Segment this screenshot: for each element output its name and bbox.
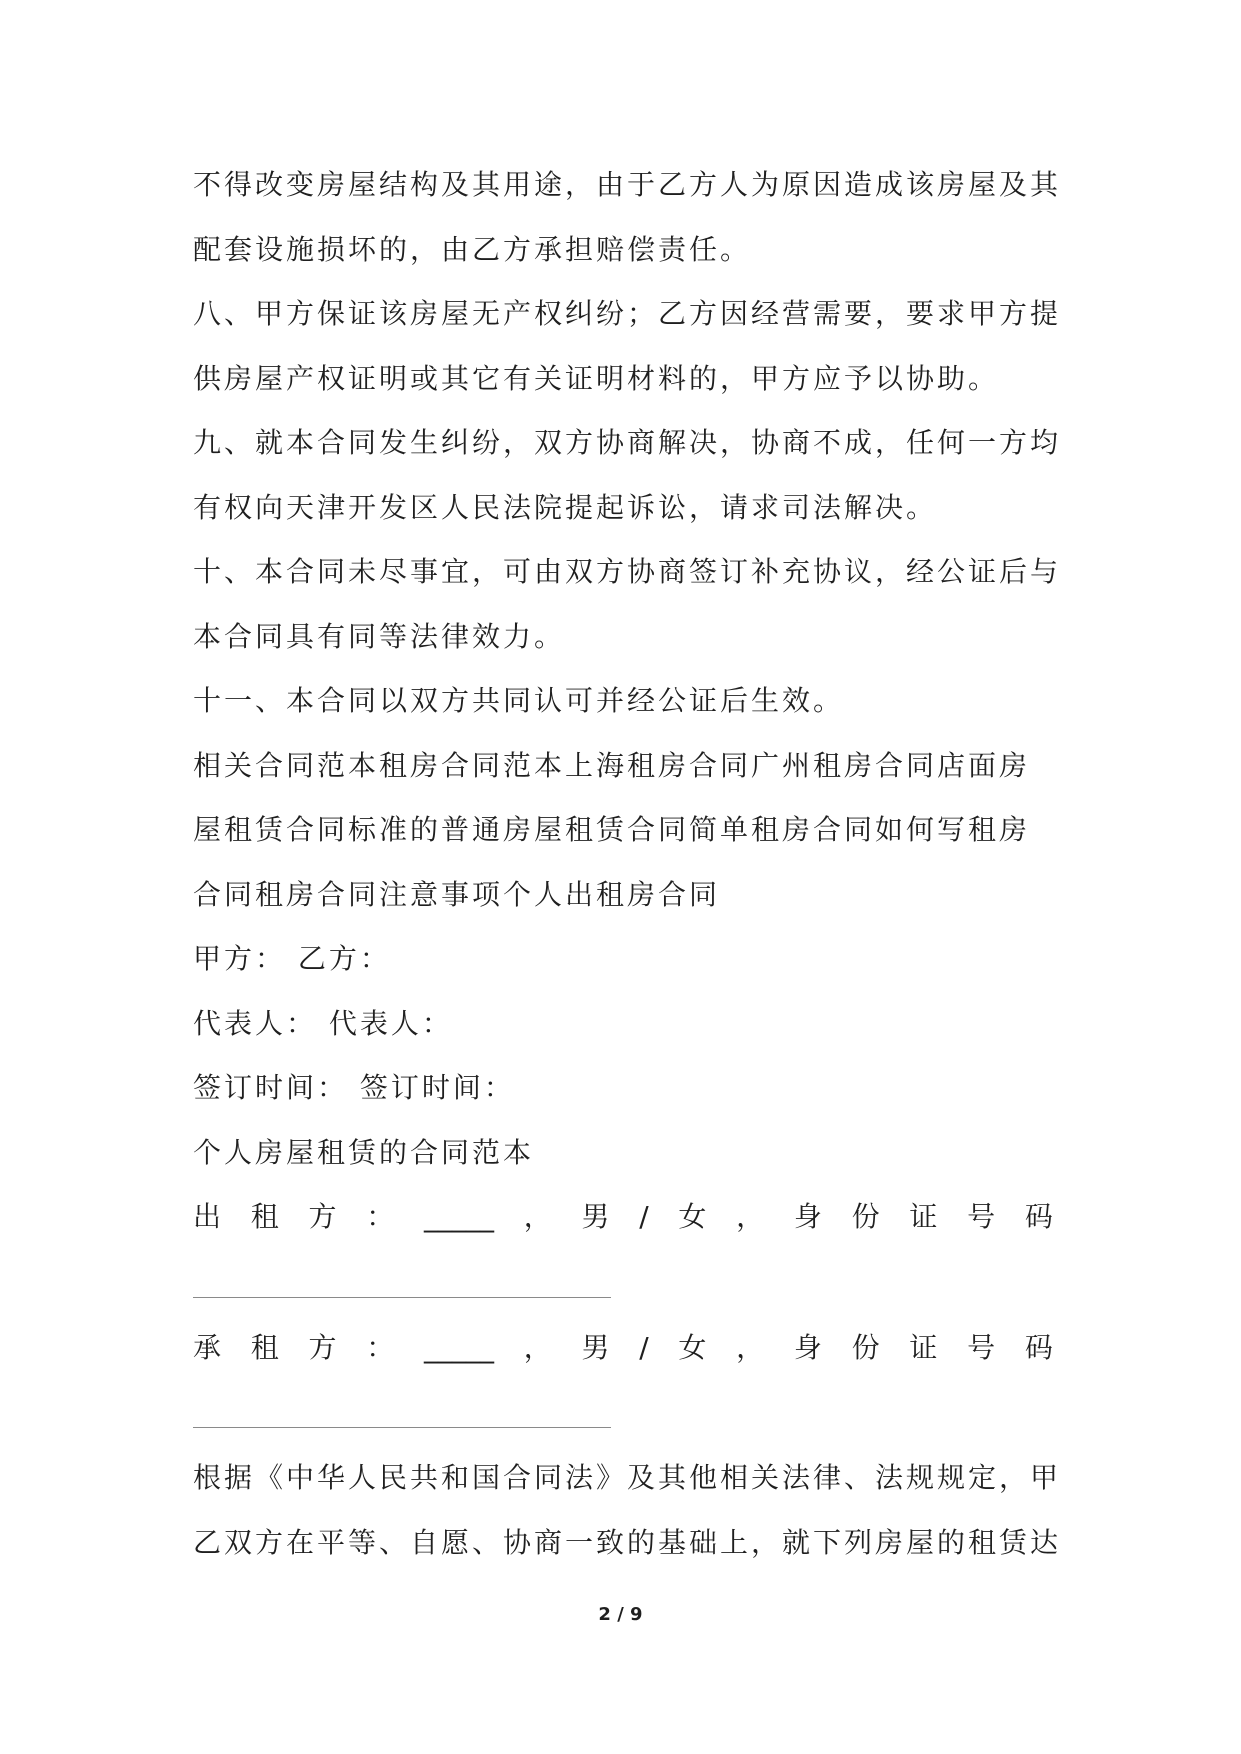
lessee-char: 租	[250, 1330, 279, 1364]
lessor-char: 方	[308, 1200, 337, 1233]
related-templates-line: 屋租赁合同标准的普通房屋租赁合同简单租房合同如何写租房	[193, 813, 1031, 846]
lessor-char: ，	[736, 1200, 765, 1233]
lessor-char: /	[639, 1200, 649, 1233]
lessee-char: 码	[1024, 1330, 1053, 1364]
document-body	[193, 160, 1062, 1582]
clause-10-line: 十、本合同未尽事宜，可由双方协商签订补充协议，经公证后与	[193, 555, 1062, 588]
text-line: 乙双方在平等、自愿、协商一致的基础上，就下列房屋的租赁达	[193, 1525, 1062, 1559]
underline-rule	[193, 1297, 611, 1298]
lessee-char: ：	[366, 1330, 395, 1364]
lessee-char: 男	[581, 1330, 610, 1364]
lessor-char: 份	[851, 1200, 880, 1233]
clause-8-line: 八、甲方保证该房屋无产权纠纷；乙方因经营需要，要求甲方提	[193, 297, 1062, 330]
clause-11-line: 十一、本合同以双方共同认可并经公证后生效。	[193, 684, 845, 717]
lessee-char: 方	[308, 1330, 337, 1364]
lessor-char: 身	[793, 1200, 822, 1233]
lessor-char: 女	[678, 1200, 707, 1233]
lessee-char: ，	[736, 1330, 765, 1364]
lessor-line	[193, 1192, 1053, 1257]
related-templates-line: 相关合同范本租房合同范本上海租房合同广州租房合同店面房	[193, 748, 1031, 782]
lessee-char: 身	[793, 1330, 822, 1364]
lessor-char: 出	[193, 1200, 222, 1233]
underline-rule	[193, 1427, 611, 1428]
lessee-char: /	[639, 1330, 649, 1364]
lessor-char: ，	[523, 1200, 552, 1233]
lessor-char: 男	[581, 1200, 610, 1233]
section-title: 个人房屋租赁的合同范本	[193, 1135, 535, 1169]
lessor-char: ：	[366, 1200, 395, 1233]
text-line: 不得改变房屋结构及其用途，由于乙方人为原因造成该房屋及其	[193, 168, 1062, 201]
representative-labels-line: 代表人： 代表人：	[193, 1006, 453, 1040]
lessee-id-blank	[193, 1387, 1053, 1453]
lessor-char: 证	[909, 1200, 938, 1233]
lessee-char: ，	[523, 1330, 552, 1364]
lessee-char: 号	[967, 1330, 996, 1364]
lessee-char: 份	[851, 1330, 880, 1364]
text-line: 有权向天津开发区人民法院提起诉讼，请求司法解决。	[193, 490, 938, 524]
lessor-char: 码	[1024, 1200, 1053, 1233]
lessee-char: 证	[909, 1330, 938, 1364]
lessee-name-blank: _____	[424, 1330, 494, 1364]
text-line: 本合同具有同等法律效力。	[193, 619, 566, 653]
lessee-char: 女	[678, 1330, 707, 1364]
page-number: 2 / 9	[598, 1604, 643, 1625]
party-labels-line: 甲方： 乙方：	[193, 942, 391, 975]
text-line: 根据《中华人民共和国合同法》及其他相关法律、法规规定，甲	[193, 1461, 1062, 1494]
lessor-char: 租	[250, 1200, 279, 1233]
signing-date-labels-line: 签订时间： 签订时间：	[193, 1071, 515, 1104]
lessor-name-blank: _____	[424, 1200, 494, 1233]
text-line: 供房屋产权证明或其它有关证明材料的，甲方应予以协助。	[193, 361, 1000, 395]
lessee-line	[193, 1323, 1053, 1388]
lessor-char: 号	[967, 1200, 996, 1233]
lessee-char: 承	[193, 1330, 222, 1364]
clause-9-line: 九、就本合同发生纠纷，双方协商解决，协商不成，任何一方均	[193, 426, 1062, 459]
lessor-id-blank	[193, 1257, 1053, 1323]
text-line: 配套设施损坏的，由乙方承担赔偿责任。	[193, 232, 752, 266]
related-templates-line: 合同租房合同注意事项个人出租房合同	[193, 877, 721, 911]
